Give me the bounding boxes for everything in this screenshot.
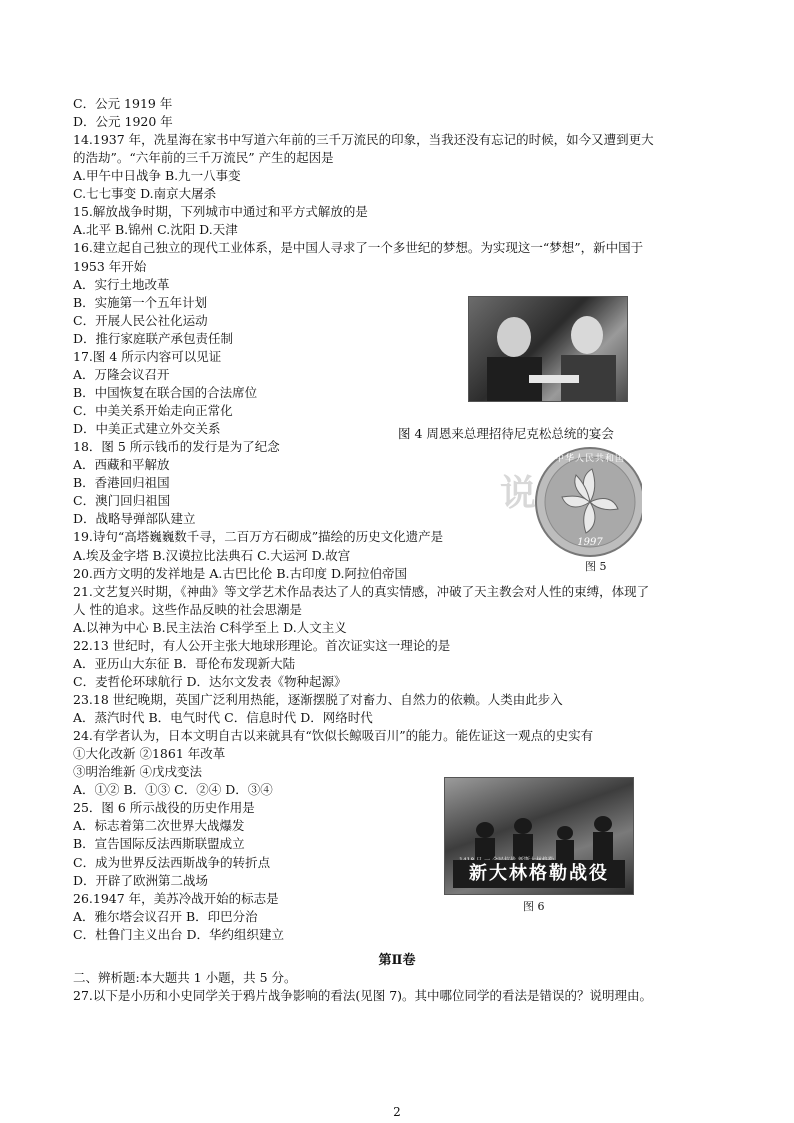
text-line: A．蒸汽时代 B．电气时代 C．信息时代 D．网络时代 <box>73 710 373 726</box>
text-line: 14.1937 年，冼星海在家书中写道六年前的三千万流民的印象，当我还没有忘记的时候，如今又遭到更大 <box>73 132 654 148</box>
text-line: C．中美关系开始走向正常化 <box>73 403 233 419</box>
text-line: 16.建立起自己独立的现代工业体系，是中国人寻求了一个多世纪的梦想。为实现这一“梦想”，新中国于 <box>73 240 644 256</box>
text-line: A.北平 B.锦州 C.沈阳 D.天津 <box>73 222 238 238</box>
text-line: 24.有学者认为，日本文明自古以来就具有“饮似长鲸吸百川”的能力。能佐证这一观点的史实有 <box>73 728 594 744</box>
text-line: D．公元 1920 年 <box>73 114 173 130</box>
text-line: A．实行土地改革 <box>73 276 170 292</box>
text-line: 25．图 6 所示战役的历史作用是 <box>73 800 255 816</box>
text-line: ①大化改新 ②1861 年改革 <box>73 746 226 762</box>
text-line: 的浩劫”。“六年前的三千万流民” 产生的起因是 <box>73 150 334 166</box>
text-line: A.甲午中日战争 B.九一八事变 <box>73 168 241 184</box>
text-line: A.以神为中心 B.民主法治 C科学至上 D.人文主义 <box>73 619 347 635</box>
text-line: B．中国恢复在联合国的合法席位 <box>73 384 258 400</box>
text-line: C．杜鲁门主义出台 D．华约组织建立 <box>73 926 285 942</box>
figure5-caption: 图 5 <box>585 560 607 573</box>
banquet-photo-icon <box>469 297 627 401</box>
figure4-photo <box>468 296 628 402</box>
text-line: A．亚历山大东征 B．哥伦布发现新大陆 <box>73 655 296 671</box>
text-line: C．公元 1919 年 <box>73 96 173 111</box>
text-line: 17.图 4 所示内容可以见证 <box>73 348 222 364</box>
coin-text: 中华人民共和国 <box>554 454 625 464</box>
text-line: A．①② B．①③ C．②④ D．③④ <box>73 782 273 798</box>
text-line: 19.诗句“高塔巍巍数千寻，二百万方石砌成”描绘的历史文化遗产是 <box>73 529 444 545</box>
text-line: 21.文艺复兴时期，《神曲》等文学艺术作品表达了人的真实情感，冲破了天主教会对人性的束缚，体现了 <box>73 583 650 599</box>
text-line: A.埃及金字塔 B.汉谟拉比法典石 C.大运河 D.故宫 <box>73 547 351 563</box>
section-title: 第Ⅱ卷 <box>378 953 416 968</box>
figure4-caption: 图 4 周恩来总理招待尼克松总统的宴会 <box>398 426 614 441</box>
section-text-line: 27.以下是小历和小史同学关于鸦片战争影响的看法(见图 7)。其中哪位同学的看法是错误的？说明理由。 <box>73 988 653 1003</box>
text-line: B．香港回归祖国 <box>73 475 170 491</box>
text-line: 22.13 世纪时，有人公开主张大地球形理论。首次证实这一理论的是 <box>73 637 451 653</box>
coin-year: 1997 <box>577 537 603 548</box>
text-line: C．澳门回归祖国 <box>73 493 171 509</box>
figure5-coin <box>500 437 642 562</box>
text-line: A．西藏和平解放 <box>73 457 170 473</box>
text-line: B．宣告国际反法西斯联盟成立 <box>73 836 245 852</box>
text-line: C．成为世界反法西斯战争的转折点 <box>73 854 271 870</box>
text-line: 1953 年开始 <box>73 258 147 274</box>
text-line: D．开辟了欧洲第二战场 <box>73 872 209 888</box>
text-line: A．万隆会议召开 <box>73 366 170 382</box>
text-line: C．开展人民公社化运动 <box>73 312 208 328</box>
text-line: 18．图 5 所示钱币的发行是为了纪念 <box>73 439 280 455</box>
page-number: 2 <box>393 1105 401 1119</box>
figure6-photo <box>444 777 634 895</box>
text-line: D．中美正式建立外交关系 <box>73 421 221 437</box>
text-line: A．雅尔塔会议召开 B．印巴分治 <box>73 908 258 924</box>
text-line: D．推行家庭联产承包责任制 <box>73 330 234 346</box>
text-line: 人 性的追求。这些作品反映的社会思潮是 <box>73 601 302 617</box>
stamp-mark: 说 <box>500 472 537 514</box>
text-line: A．标志着第二次世界大战爆发 <box>73 818 245 834</box>
text-line: 23.18 世纪晚期，英国广泛利用热能，逐渐摆脱了对畜力、自然力的依赖。人类由此步入 <box>73 691 563 707</box>
section-text-line: 二、辨析题:本大题共 1 小题，共 5 分。 <box>73 970 297 985</box>
figure6-caption: 图 6 <box>523 900 545 913</box>
text-line: 20.西方文明的发祥地是 A.古巴比伦 B.古印度 D.阿拉伯帝国 <box>73 565 408 581</box>
text-line: 15.解放战争时期，下列城市中通过和平方式解放的是 <box>73 204 368 220</box>
text-line: C.七七事变 D.南京大屠杀 <box>73 186 217 202</box>
text-line: 26.1947 年，美苏冷战开始的标志是 <box>73 890 279 906</box>
text-line: C．麦哲伦环球航行 D．达尔文发表《物种起源》 <box>73 673 347 689</box>
text-line: D．战略导弹部队建立 <box>73 511 196 527</box>
text-line: B．实施第一个五年计划 <box>73 294 208 310</box>
battle-banner: 新大林格勒战役 <box>453 860 625 888</box>
text-line: ③明治维新 ④戊戌变法 <box>73 764 202 780</box>
